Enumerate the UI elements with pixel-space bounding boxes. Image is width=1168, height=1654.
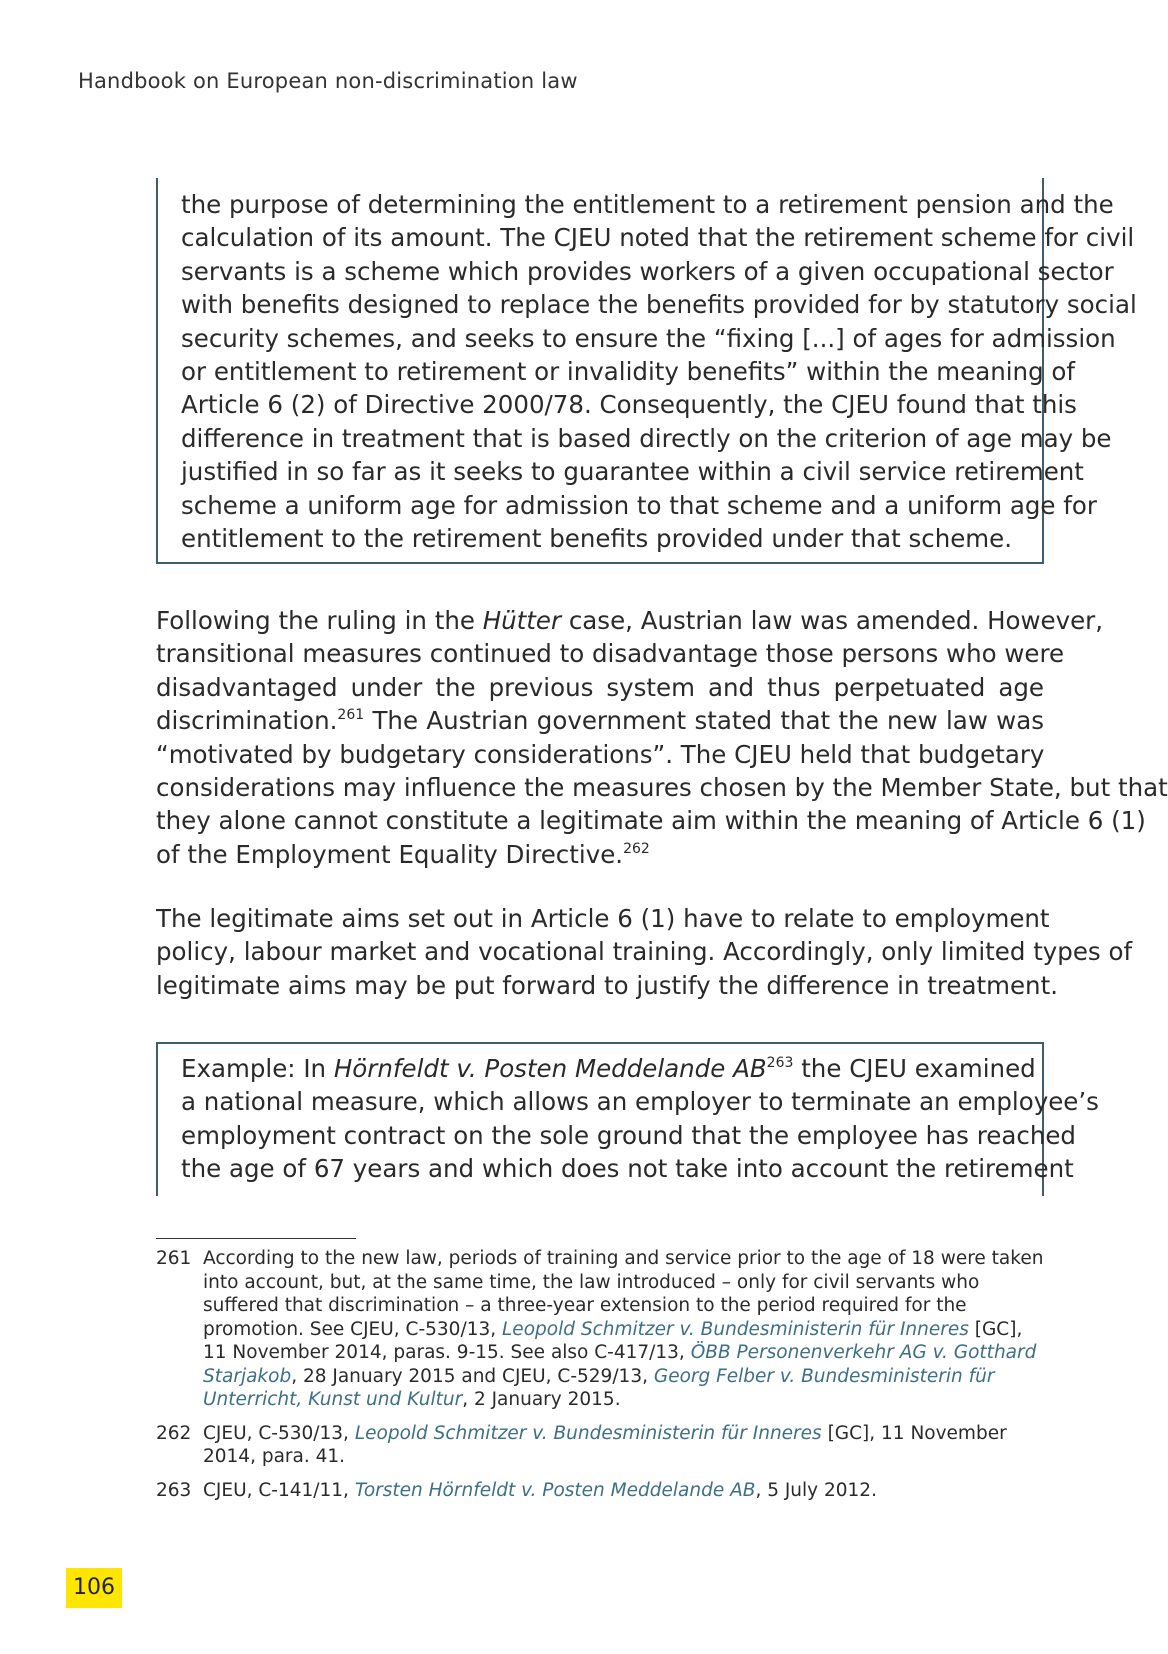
footnote-263 (156, 1479, 1044, 1503)
box-line: scheme a uniform age for admission to that scheme and a uniform age for (181, 490, 1097, 520)
case-link[interactable]: ÖBB Personenverkehr AG v. Gotthard Starjakob (203, 1342, 1037, 1387)
case-name: Hörnfeldt v. Posten Meddelande AB (333, 1054, 767, 1083)
box-line: entitlement to the retirement benefits provided under that scheme. (181, 524, 1013, 554)
paragraph-line: of the Employment Equality Directive.$^{262}$ (156, 839, 650, 869)
box-line: difference in treatment that is based directly on the criterion of age may be (181, 423, 1112, 453)
footnote-ref[interactable]: 262 (623, 840, 650, 857)
footnote-262 (156, 1422, 1044, 1469)
paragraph-line: considerations may influence the measures chosen by the Member State, but that (156, 773, 1168, 803)
footnote-number: 263 (156, 1479, 192, 1501)
box-line: Article 6 (2) of Directive 2000/78. Consequently, the CJEU found that this (181, 390, 1077, 420)
box-line: the purpose of determining the entitlement to a retirement pension and the (181, 190, 1114, 219)
example-box-continued (156, 178, 1137, 564)
example-box-hornfeldt (156, 1042, 1099, 1196)
footnote-ref[interactable]: 263 (766, 1055, 794, 1071)
case-link[interactable]: Torsten Hörnfeldt v. Posten Meddelande AB (354, 1479, 756, 1501)
footnote-261 (156, 1247, 1044, 1412)
footnote-ref[interactable]: 261 (337, 707, 365, 724)
footnote-number: 262 (156, 1422, 192, 1444)
box-line: security schemes, and seeks to ensure the “fixing [...] of ages for admission (181, 323, 1116, 353)
paragraph-line: disadvantaged under the previous system and thus perpetuated age (156, 672, 1044, 702)
running-header: Handbook on European non-discrimination law (78, 69, 578, 93)
case-link[interactable]: Leopold Schmitzer v. Bundesministerin für Inneres (502, 1318, 969, 1340)
body-paragraph-hutter (156, 604, 1168, 871)
case-link[interactable]: Georg Felber v. Bundesministerin für Unterricht, Kunst und Kultur (203, 1365, 995, 1410)
box-line: with benefits designed to replace the benefits provided for by statutory social (181, 290, 1137, 320)
footnote-number: 261 (156, 1248, 192, 1269)
box-line: Example: In Hörnfeldt v. Posten Meddelande AB$^{263}$ the CJEU examined (181, 1054, 1036, 1083)
paragraph-line: The legitimate aims set out in Article 6 (1) have to relate to employment (156, 904, 1050, 933)
footnote-divider (156, 1238, 356, 1239)
body-paragraph-legitimate-aims (156, 902, 1133, 1002)
box-line: the age of 67 years and which does not take into account the retirement (181, 1154, 1074, 1184)
footnotes (156, 1247, 1044, 1512)
box-line: or entitlement to retirement or invalidity benefits” within the meaning of (181, 357, 1076, 387)
paragraph-line: discrimination.$^{261}$ The Austrian government stated that the new law was (156, 706, 1044, 736)
paragraph-line: transitional measures continued to disadvantage those persons who were (156, 639, 1065, 669)
box-line: calculation of its amount. The CJEU noted that the retirement scheme for civil (181, 223, 1135, 253)
paragraph-line: they alone cannot constitute a legitimate aim within the meaning of Article 6 (1) (156, 806, 1146, 836)
case-link[interactable]: Leopold Schmitzer v. Bundesministerin für Inneres (354, 1422, 822, 1444)
paragraph-line: policy, labour market and vocational training. Accordingly, only limited types of (156, 937, 1133, 967)
footnote-text: CJEU, C-530/13, Leopold Schmitzer v. Bundesministerin für Inneres [GC], 11 November 2014, para. 41. (203, 1422, 1007, 1467)
box-line: justified in so far as it seeks to guarantee within a civil service retirement (181, 457, 1084, 487)
page-number: 106 (66, 1568, 122, 1608)
box-line: a national measure, which allows an employer to terminate an employee’s (181, 1087, 1099, 1117)
paragraph-line: “motivated by budgetary considerations”. The CJEU held that budgetary (156, 739, 1045, 769)
paragraph-line: legitimate aims may be put forward to justify the difference in treatment. (156, 970, 1058, 1000)
paragraph-line: Following the ruling in the Hütter case, Austrian law was amended. However, (156, 606, 1104, 635)
box-line: employment contract on the sole ground that the employee has reached (181, 1120, 1076, 1150)
box-line: servants is a scheme which provides workers of a given occupational sector (181, 256, 1114, 286)
footnote-text: CJEU, C-141/11, Torsten Hörnfeldt v. Posten Meddelande AB, 5 July 2012. (203, 1479, 877, 1501)
footnote-text: According to the new law, periods of training and service prior to the age of 18 were taken into account, but, at the same time, the law introduced – only for civil servants who suffered that discrimination – a three-year extension to the period required for the promotion. See CJEU, C-530/13, Leopold Schmitzer v. Bundesministerin für Inneres [GC], 11 November 2014, paras. 9-15. See also C-417/13, ÖBB Personenverkehr AG v. Gotthard Starjakob, 28 January 2015 and CJEU, C-529/13, Georg Felber v. Bundesministerin für Unterricht, Kunst und Kultur, 2 January 2015. (203, 1248, 1044, 1410)
case-name: Hütter (482, 606, 562, 635)
